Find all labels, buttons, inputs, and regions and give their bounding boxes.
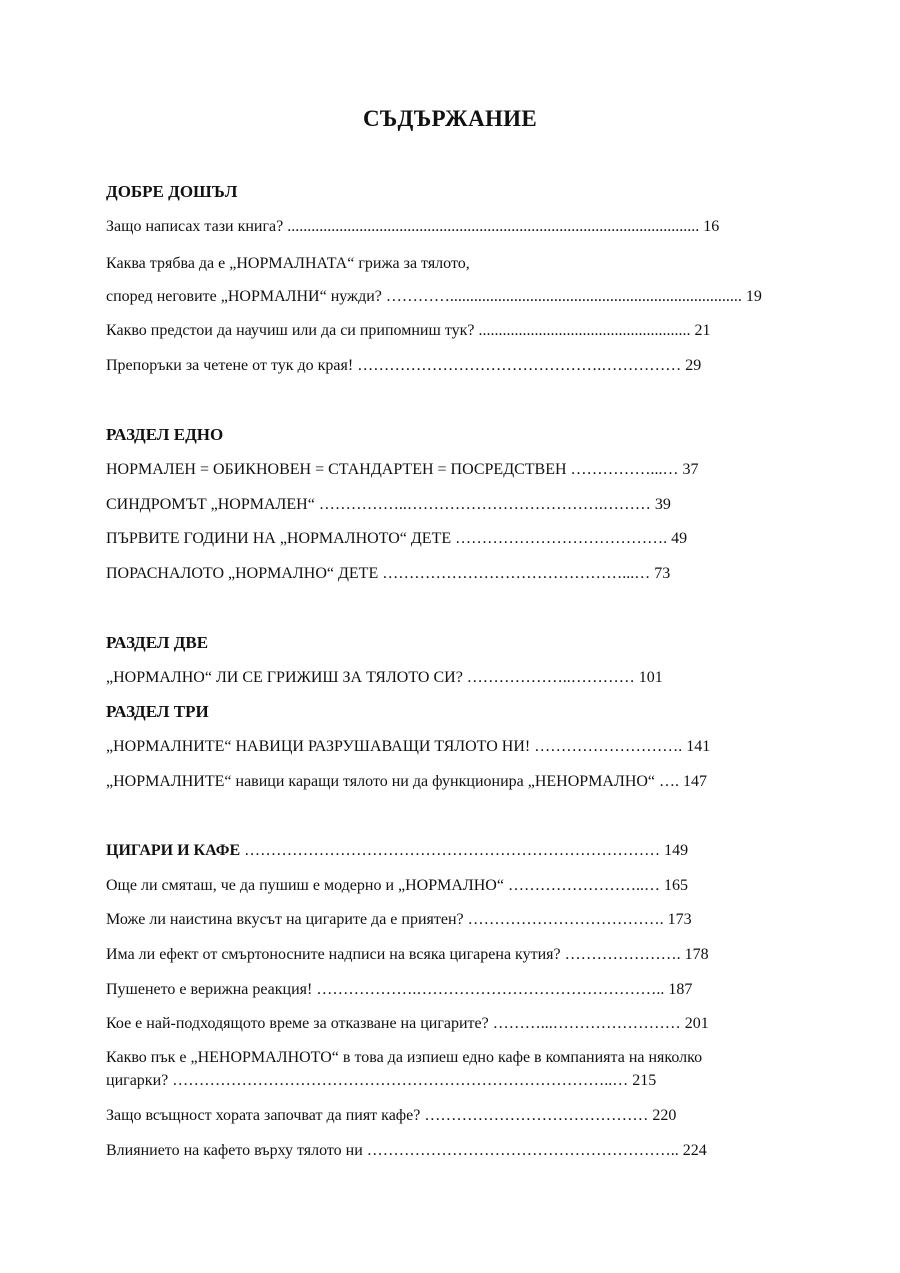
dot-leader: ……………...… xyxy=(566,461,683,478)
section-heading: ДОБРЕ ДОШЪЛ xyxy=(106,182,238,201)
page-number: 16 xyxy=(703,218,720,235)
entry-title: „НОРМАЛНО“ ЛИ СЕ ГРИЖИШ ЗА ТЯЛОТО СИ? xyxy=(106,669,463,686)
page-number: 19 xyxy=(745,288,762,305)
page-number: 224 xyxy=(682,1142,707,1159)
entry-title: Каква трябва да е „НОРМАЛНАТА“ грижа за тялото, xyxy=(106,255,470,272)
entry-title: „НОРМАЛНИТЕ“ навици каращи тялото ни да функционира „НЕНОРМАЛНО“ xyxy=(106,773,656,790)
toc-entry[interactable] xyxy=(106,528,687,550)
toc-entry[interactable] xyxy=(106,494,671,516)
entry-title: Влиянието на кафето върху тялото ни xyxy=(106,1142,363,1159)
page-number: 101 xyxy=(638,669,663,686)
entry-title: ПЪРВИТЕ ГОДИНИ НА „НОРМАЛНОТО“ ДЕТЕ xyxy=(106,530,452,547)
entry-title: СИНДРОМЪТ „НОРМАЛЕН“ xyxy=(106,496,315,513)
dot-leader: ……………….……………………………………….. xyxy=(312,981,669,998)
entry-title: „НОРМАЛНИТЕ“ НАВИЦИ РАЗРУШАВАЩИ ТЯЛОТО НИ! xyxy=(106,738,531,755)
section-heading: РАЗДЕЛ ДВЕ xyxy=(106,633,209,652)
toc-entry-heading[interactable] xyxy=(106,840,688,862)
toc-entry xyxy=(106,253,470,275)
dot-leader: ……………..……………………………….……… xyxy=(314,496,655,513)
dot-leader: …………......................................................................... xyxy=(381,288,746,305)
toc-entry[interactable] xyxy=(106,320,710,342)
toc-entry[interactable] xyxy=(106,286,762,308)
page-number: 37 xyxy=(682,461,699,478)
dot-leader: ………………..………… xyxy=(462,669,639,686)
dot-leader: …………………………………… xyxy=(420,1107,653,1124)
page-number: 187 xyxy=(668,981,693,998)
entry-title: Още ли смяташ, че да пушиш е модерно и „НОРМАЛНО“ xyxy=(106,877,504,894)
page-number: 73 xyxy=(654,565,671,582)
section-heading: РАЗДЕЛ ТРИ xyxy=(106,702,209,721)
dot-leader: …………………………………. xyxy=(451,530,672,547)
toc-entry[interactable] xyxy=(106,1070,656,1092)
toc-entry[interactable] xyxy=(106,563,670,585)
page-number: 141 xyxy=(686,738,711,755)
page-number: 178 xyxy=(684,946,709,963)
toc-entry[interactable] xyxy=(106,875,688,897)
toc-entry[interactable] xyxy=(106,459,699,481)
page-number: 201 xyxy=(684,1015,709,1032)
toc-entry xyxy=(106,1047,702,1069)
dot-leader: ……………………..… xyxy=(503,877,664,894)
dot-leader: …………………. xyxy=(560,946,685,963)
page-number: 21 xyxy=(694,322,711,339)
entry-title: Защо написах тази книга? xyxy=(106,218,284,235)
toc-entry[interactable] xyxy=(106,944,709,966)
section-heading: ЦИГАРИ И КАФЕ xyxy=(106,842,241,859)
dot-leader: ………………………………. xyxy=(463,911,668,928)
page-number: 29 xyxy=(685,357,702,374)
entry-title: НОРМАЛЕН = ОБИКНОВЕН = СТАНДАРТЕН = ПОСРЕДСТВЕН xyxy=(106,461,567,478)
dot-leader: ………………………………………...… xyxy=(378,565,655,582)
page-number: 215 xyxy=(632,1072,657,1089)
page-number: 147 xyxy=(683,773,708,790)
toc-entry[interactable] xyxy=(106,667,663,689)
toc-entry[interactable] xyxy=(106,1013,709,1035)
toc-entry[interactable] xyxy=(106,909,692,931)
dot-leader: ………………………………………………….. xyxy=(362,1142,683,1159)
entry-title: Кое е най-подходящото време за отказване на цигарите? xyxy=(106,1015,489,1032)
toc-entry[interactable] xyxy=(106,979,692,1001)
page-number: 149 xyxy=(664,842,689,859)
entry-title: Препоръки за четене от тук до края! xyxy=(106,357,354,374)
section-heading: РАЗДЕЛ ЕДНО xyxy=(106,425,224,444)
entry-title: Пушенето е верижна реакция! xyxy=(106,981,313,998)
entry-title: Какво пък е „НЕНОРМАЛНОТО“ в това да изпиеш едно кафе в компанията на няколко xyxy=(106,1049,703,1066)
dot-leader: …. xyxy=(655,773,684,790)
toc-entry[interactable] xyxy=(106,736,710,758)
toc-entry[interactable] xyxy=(106,1105,676,1127)
dot-leader: …………………………………………………………………… xyxy=(240,842,665,859)
entry-title: Какво предстои да научиш или да си припомниш тук? xyxy=(106,322,475,339)
page-number: 39 xyxy=(654,496,671,513)
dot-leader: ………………………………………………………………………..… xyxy=(168,1072,633,1089)
page-number: 220 xyxy=(652,1107,677,1124)
dot-leader: ………...…………………… xyxy=(488,1015,685,1032)
toc-entry[interactable] xyxy=(106,771,707,793)
page-number: 173 xyxy=(667,911,692,928)
page-title: СЪДЪРЖАНИЕ xyxy=(362,106,538,131)
entry-title: Може ли наистина вкусът на цигарите да е приятен? xyxy=(106,911,464,928)
entry-title: Има ли ефект от смъртоносните надписи на всяка цигарена кутия? xyxy=(106,946,561,963)
dot-leader: ....................................................................................................... xyxy=(283,218,704,235)
entry-title: според неговите „НОРМАЛНИ“ нужди? xyxy=(106,288,382,305)
dot-leader: ………………………. xyxy=(530,738,687,755)
page-number: 165 xyxy=(663,877,688,894)
toc-entry[interactable] xyxy=(106,355,701,377)
entry-title: цигарки? xyxy=(106,1072,169,1089)
dot-leader: ..................................................... xyxy=(474,322,695,339)
page-number: 49 xyxy=(671,530,688,547)
toc-entry[interactable] xyxy=(106,216,719,238)
dot-leader: ……………………………………….…………… xyxy=(353,357,686,374)
toc-entry[interactable] xyxy=(106,1140,707,1162)
entry-title: Защо всъщност хората започват да пият кафе? xyxy=(106,1107,421,1124)
entry-title: ПОРАСНАЛОТО „НОРМАЛНО“ ДЕТЕ xyxy=(106,565,379,582)
